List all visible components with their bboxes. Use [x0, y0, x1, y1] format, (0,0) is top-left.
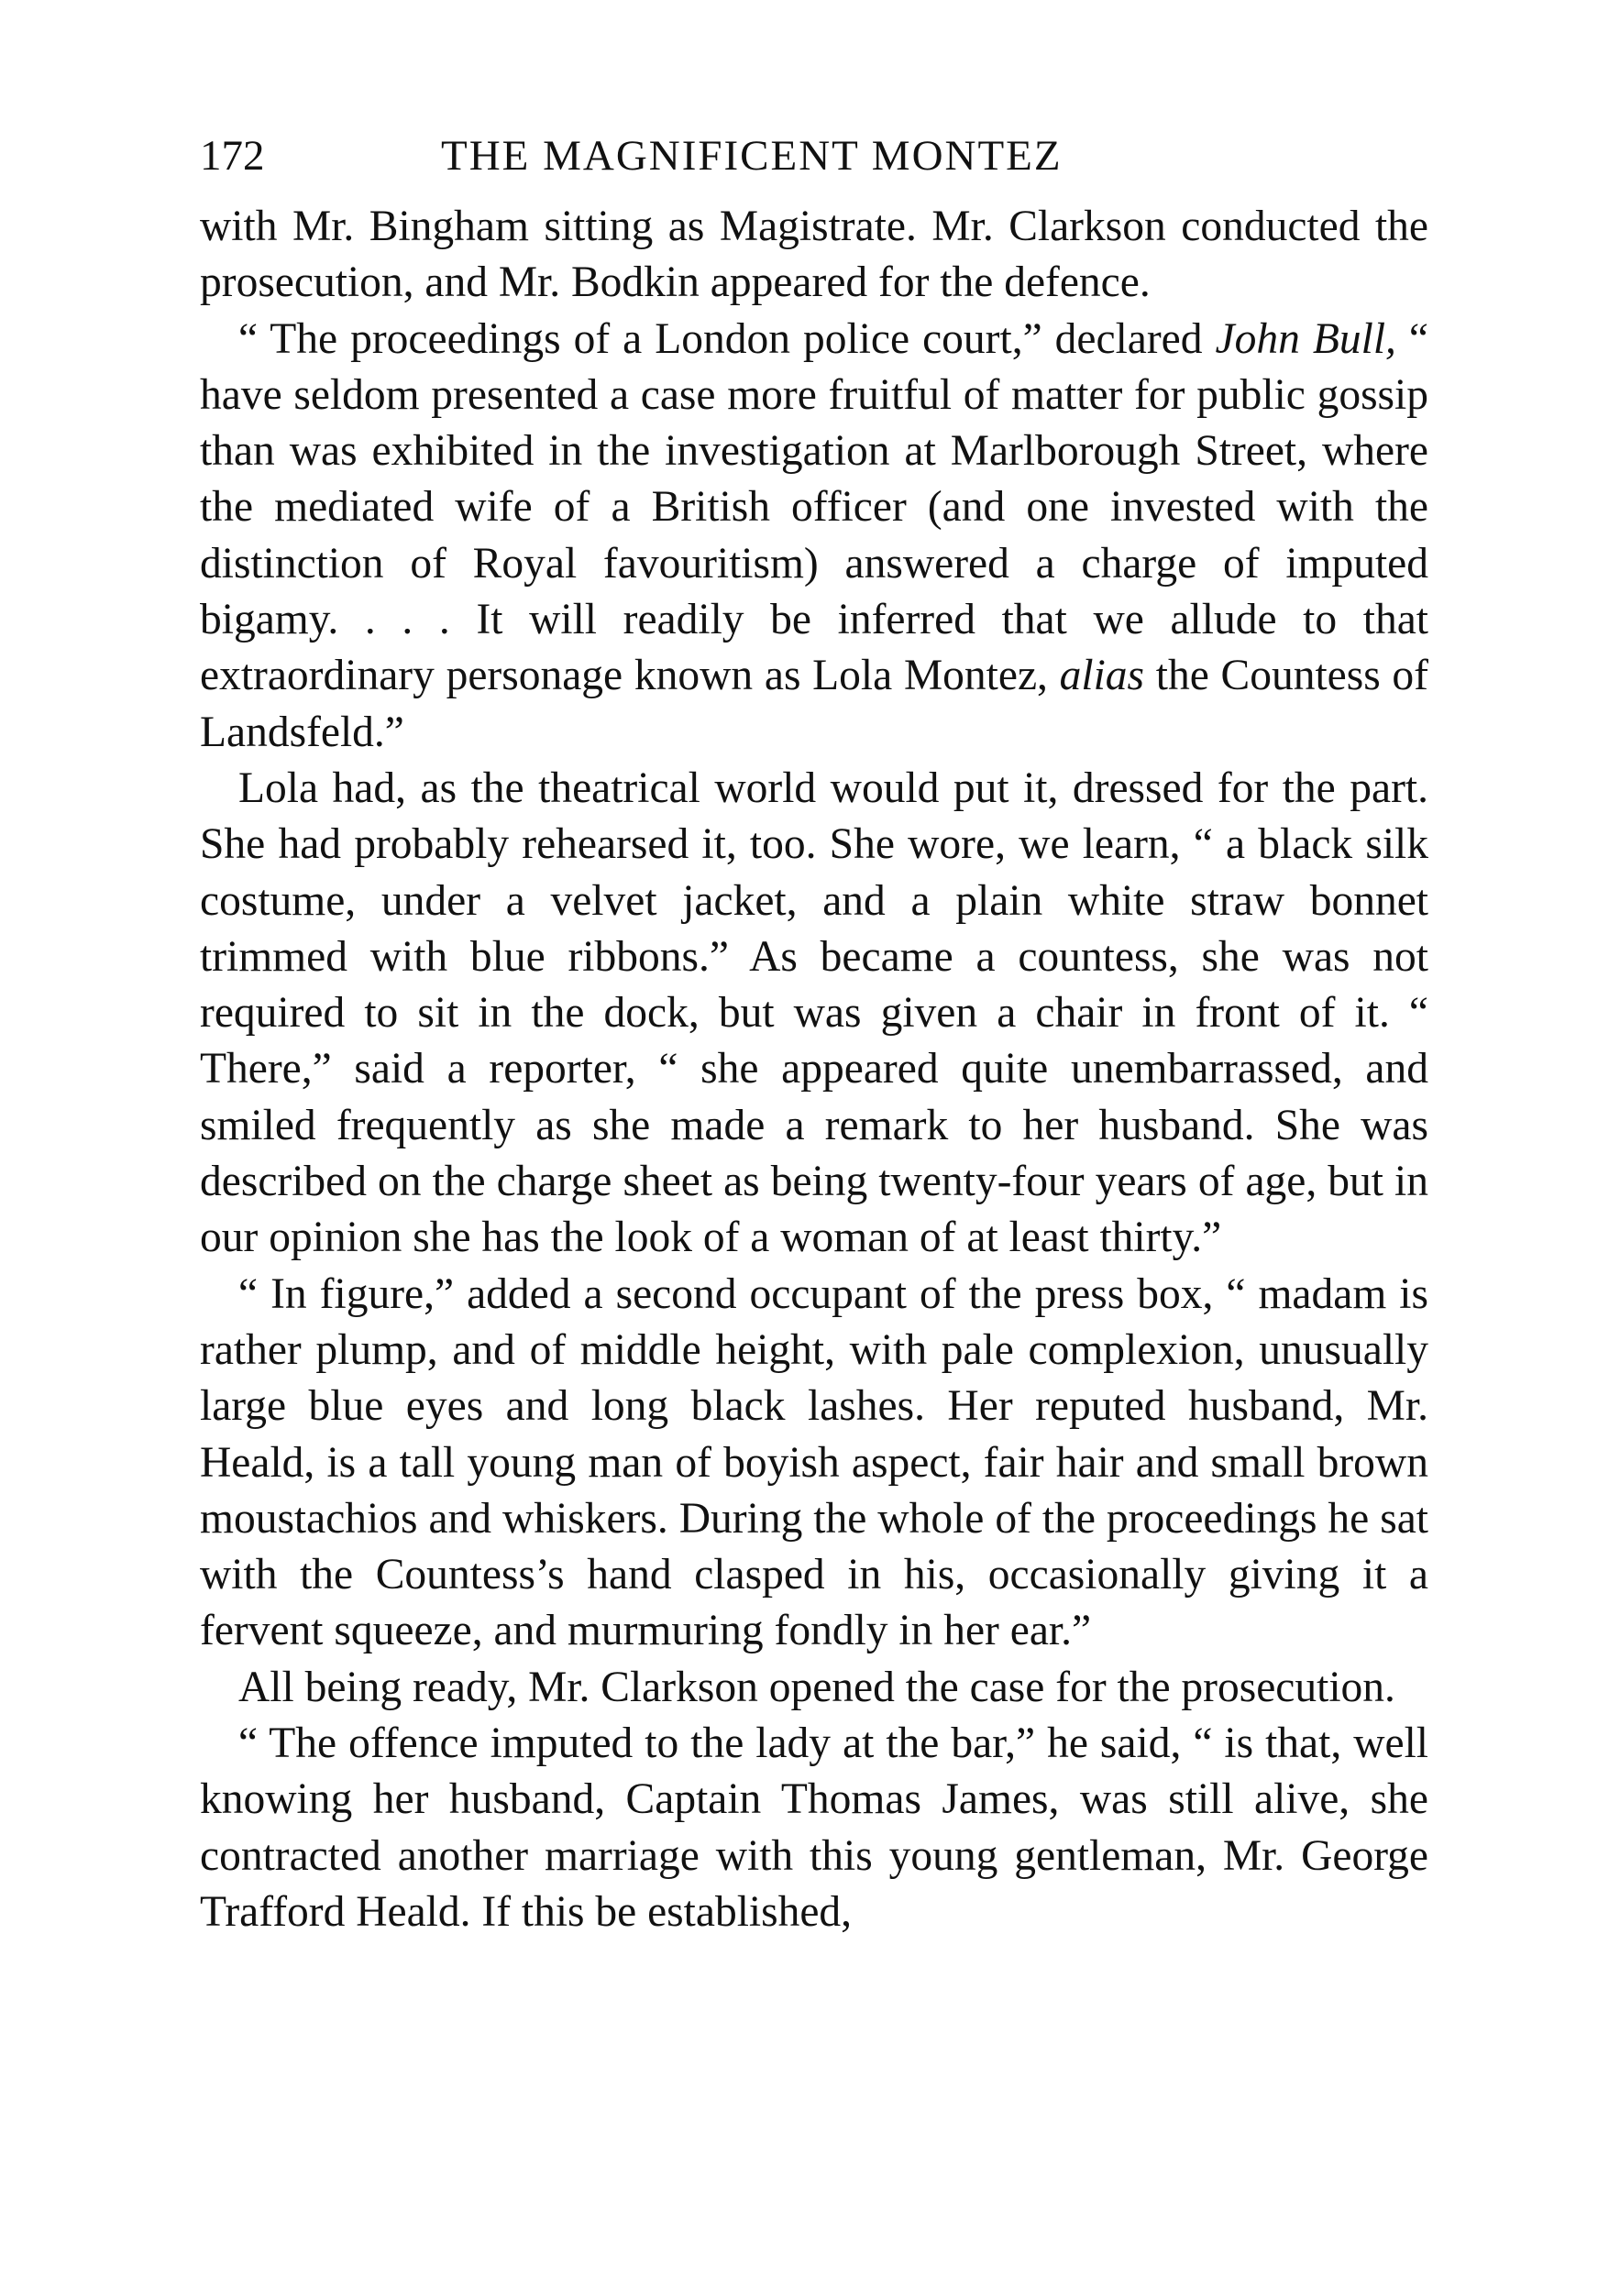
paragraph-press-box: [200, 1267, 1428, 1660]
paragraph-john-bull-quote: [200, 312, 1428, 761]
running-title: THE MAGNIFICENT MONTEZ: [441, 132, 1063, 180]
text-run: “ The proceedings of a London police court,” declared: [238, 314, 1216, 363]
paragraph-lola-dress: [200, 761, 1428, 1267]
paragraph-continuation: [200, 199, 1428, 312]
page-number: 172: [200, 132, 265, 180]
running-head: [200, 128, 1428, 183]
text-run: the Countess of Landsfeld.”: [200, 652, 1428, 756]
text-run: “ The offence imputed to the lady at the bar,” he said, “ is that, well knowing her husband, Captain Thomas James, was still alive, she contracted another marriage with this young gentleman, Mr. George Trafford Heald. If this be established,: [200, 1719, 1428, 1936]
text-run: “ In figure,” added a second occupant of the press box, “ madam is rather plump, and of middle height, with pale complexion, unusually large blue eyes and long black lashes. Her reputed husband, Mr. Heald, is a tall young man of boyish aspect, fair hair and small brown moustachios and whiskers. During the whole of the proceedings he sat with the Countess’s hand clasped in his, occasionally giving it a fervent squeeze, and murmuring fondly in her ear.”: [200, 1269, 1428, 1655]
text-run: with Mr. Bingham sitting as Magistrate. Mr. Clarkson conducted the prosecution, and Mr. Bodkin appeared for the defence.: [200, 203, 1428, 307]
text-run: All being ready, Mr. Clarkson opened the case for the prosecution.: [238, 1663, 1395, 1711]
body-text: [200, 199, 1428, 1940]
text-run: “ have seldom presented a case more fruitful of matter for public gossip than was exhibited in the investigation at Marlborough Street, where the mediated wife of a British officer (and one invested with the distinction of Royal favouritism) answered a charge of imputed bigamy. . . . It will readily be inferred that we allude to that extraordinary personage known as Lola Montez,: [200, 314, 1428, 700]
paragraph-offence: [200, 1716, 1428, 1940]
text-run: Lola had, as the theatrical world would put it, dressed for the part. She had probably rehearsed it, too. She wore, we learn, “ a black silk costume, under a velvet jacket, and a plain white straw bonnet trimmed with blue ribbons.” As became a countess, she was not required to sit in the dock, but was given a chair in front of it. “ There,” said a reporter, “ she appeared quite unembarrassed, and smiled frequently as she made a remark to her husband. She was described on the charge sheet as being twenty-four years of age, but in our opinion she has the look of a woman of at least thirty.”: [200, 764, 1428, 1262]
italic-text-alias: alias: [1059, 652, 1145, 700]
italic-text-john-bull: John Bull,: [1215, 314, 1396, 363]
paragraph-clarkson-opens: [200, 1660, 1428, 1716]
